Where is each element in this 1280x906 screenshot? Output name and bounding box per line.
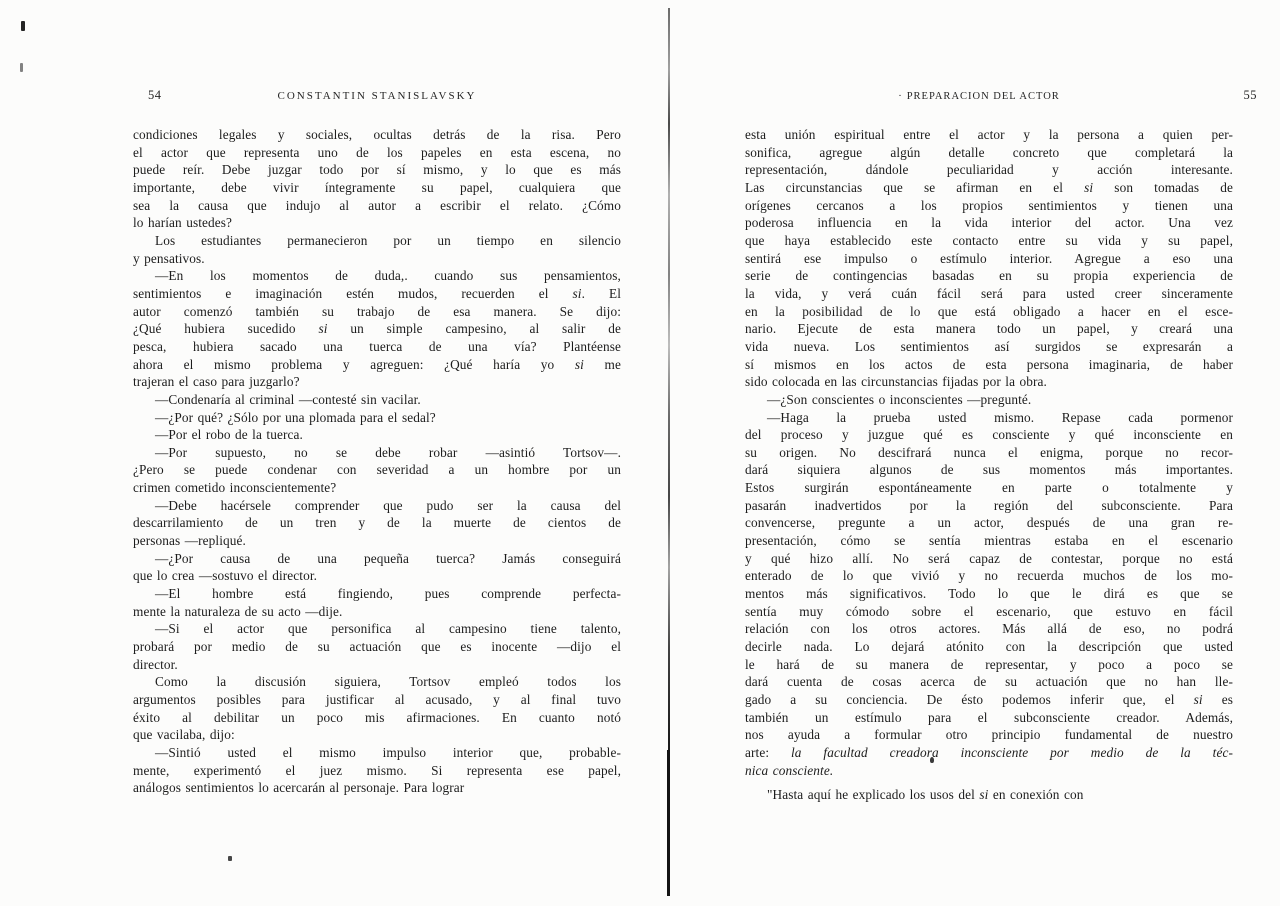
text-line: en la posibilidad de lo que está obligado a hacer en el esce- bbox=[745, 303, 1233, 319]
text-line: —Por el robo de la tuerca. bbox=[155, 427, 303, 443]
left-page-text bbox=[133, 126, 621, 797]
text-line: pesca, hubiera sacado una tuerca de una vía? Plantéense bbox=[133, 338, 621, 354]
text-line: —Debe hacérsele comprender que pudo ser la causa del bbox=[155, 497, 621, 513]
text-line: sentía muy cómodo sobre el escenario, que estuvo en fácil bbox=[745, 603, 1233, 619]
text-line: que vacilaba, dijo: bbox=[133, 727, 235, 743]
text-line: mente, experimentó el juez mismo. Si representa ese papel, bbox=[133, 762, 621, 778]
text-line: que haya establecido este contacto entre su vida y su papel, bbox=[745, 232, 1233, 248]
paragraph bbox=[133, 744, 621, 797]
text-line: condiciones legales y sociales, ocultas detrás de la risa. Pero bbox=[133, 127, 621, 142]
text-line: dará cuenta de cosas acerca de su actuación que no han lle- bbox=[745, 674, 1233, 690]
text-line: representación, dándole peculiaridad y acción interesante. bbox=[745, 162, 1233, 178]
text-line: y pensativos. bbox=[133, 250, 205, 266]
text-line: puede reír. Debe juzgar todo por sí mismo, y lo que es más bbox=[133, 162, 621, 178]
paragraph bbox=[133, 444, 621, 497]
text-line: sí mismos en los actos de esta persona imaginaria, de haber bbox=[745, 356, 1233, 372]
paragraph bbox=[133, 126, 621, 232]
paragraph bbox=[745, 786, 1233, 804]
text-line: sonifica, agregue algún detalle concreto que completará la bbox=[745, 144, 1233, 160]
text-line: el actor que representa uno de los papeles en esta escena, no bbox=[133, 144, 621, 160]
text-line: presentación, cómo se sentía mientras estaba en el escenario bbox=[745, 533, 1233, 549]
paragraph bbox=[133, 620, 621, 673]
left-page-header bbox=[133, 88, 621, 102]
text-line: descarrilamiento de un tren y de la muerte de cientos de bbox=[133, 515, 621, 531]
text-line: sea la causa que indujo al autor a escribir el relato. ¿Cómo bbox=[133, 197, 621, 213]
text-line: nos ayuda a formular otro principio fundamental de nuestro bbox=[745, 727, 1233, 743]
text-line: —El hombre está fingiendo, pues comprende perfecta- bbox=[155, 586, 621, 602]
text-line: sentimientos e imaginación estén mudos, recuerden el si. El bbox=[133, 285, 621, 301]
paragraph bbox=[133, 391, 621, 409]
text-line: —Haga la prueba usted mismo. Repase cada pormenor bbox=[767, 409, 1233, 425]
right-page bbox=[745, 88, 1257, 804]
right-page-text bbox=[745, 126, 1233, 804]
text-line: probará por medio de su actuación que es inocente —dijo el bbox=[133, 639, 621, 655]
ink-speck bbox=[228, 856, 232, 861]
text-line: nica consciente. bbox=[745, 762, 834, 778]
text-line: crimen cometido inconscientemente? bbox=[133, 480, 337, 496]
text-line: sido colocada en las circunstancias fijadas por la obra. bbox=[745, 374, 1047, 390]
text-line: arte: la facultad creadora inconsciente por medio de la téc- bbox=[745, 744, 1233, 760]
text-line: relación con los otros actores. Más allá de eso, no podrá bbox=[745, 621, 1233, 637]
left-page bbox=[133, 88, 621, 797]
text-line: ahora el mismo problema y agreguen: ¿Qué haría yo si me bbox=[133, 356, 621, 372]
page-number-right: 55 bbox=[1243, 88, 1257, 102]
text-line: éxito al debilitar un poco mis afirmaciones. En cuanto notó bbox=[133, 709, 621, 725]
running-title-left: CONSTANTIN STANISLAVSKY bbox=[277, 90, 477, 102]
header-dot-mark: · bbox=[898, 91, 902, 102]
paragraph bbox=[133, 232, 621, 267]
paragraph bbox=[133, 673, 621, 744]
text-line: —Si el actor que personifica al campesino tiene talento, bbox=[155, 621, 621, 637]
paragraph bbox=[133, 409, 621, 427]
text-line: vida nueva. Los sentimientos así surgidos se expresarán a bbox=[745, 338, 1233, 354]
text-line: también un estímulo para el subconsciente creador. Además, bbox=[745, 709, 1233, 725]
scan-artifact bbox=[20, 63, 23, 72]
running-title-text: PREPARACION DEL ACTOR bbox=[906, 91, 1060, 102]
text-line: argumentos posibles para justificar al acusado, y al final tuvo bbox=[133, 692, 621, 707]
text-line: —Condenaría al criminal —contesté sin vacilar. bbox=[155, 391, 421, 407]
text-line: Los estudiantes permanecieron por un tiempo en silencio bbox=[155, 232, 621, 248]
book-spine-shadow bbox=[668, 8, 670, 896]
text-line: decirle nada. Lo dejará atónito con la descripción que usted bbox=[745, 639, 1233, 655]
paragraph bbox=[745, 391, 1233, 409]
text-line: —En los momentos de duda,. cuando sus pensamientos, bbox=[155, 268, 621, 284]
text-line: serie de contingencias basadas en su propia experiencia de bbox=[745, 268, 1233, 284]
text-line: personas —repliqué. bbox=[133, 533, 246, 549]
text-line: enterado de lo que vivió y no recuerda muchos de los mo- bbox=[745, 568, 1233, 584]
paragraph bbox=[133, 497, 621, 550]
text-line: —Por supuesto, no se debe robar —asintió Tortsov—. bbox=[155, 444, 621, 460]
paragraph bbox=[133, 550, 621, 585]
text-line: que lo crea —sostuvo el director. bbox=[133, 568, 318, 584]
text-line: le hará de su manera de representar, y poco a poco se bbox=[745, 656, 1233, 672]
text-line: —¿Por causa de una pequeña tuerca? Jamás conseguirá bbox=[155, 550, 621, 566]
text-line: director. bbox=[133, 656, 178, 672]
text-line: mentos más significativos. Todo lo que le dirá es que se bbox=[745, 586, 1233, 602]
text-line: Como la discusión siguiera, Tortsov empleó todos los bbox=[155, 674, 621, 690]
text-line: gado a su conciencia. De ésto podemos inferir que, el si es bbox=[745, 692, 1233, 707]
text-line: nario. Ejecute de esta manera todo un papel, y creará una bbox=[745, 321, 1233, 337]
text-line: importante, debe vivir íntegramente su papel, cualquiera que bbox=[133, 179, 621, 195]
text-line: —¿Son conscientes o inconscientes —pregunté. bbox=[767, 391, 1032, 407]
text-line: trajeran el caso para juzgarlo? bbox=[133, 374, 300, 390]
text-line: del proceso y juzgue qué es consciente y qué inconsciente en bbox=[745, 427, 1233, 443]
text-line: sentirá ese impulso o estímulo interior. Agregue a eso una bbox=[745, 250, 1233, 266]
paragraph bbox=[133, 426, 621, 444]
text-line: orígenes cercanos a los propios sentimientos y tienen una bbox=[745, 197, 1233, 213]
scan-artifact bbox=[21, 21, 25, 31]
text-line: esta unión espiritual entre el actor y la persona a quien per- bbox=[745, 127, 1233, 142]
text-line: y qué hizo allí. No será capaz de contestar, porque no está bbox=[745, 550, 1233, 566]
text-line: mente la naturaleza de su acto —dije. bbox=[133, 603, 343, 619]
text-line: —Sintió usted el mismo impulso interior que, probable- bbox=[155, 744, 621, 760]
text-line: convencerse, pregunte a un actor, después de una gran re- bbox=[745, 515, 1233, 531]
paragraph bbox=[745, 126, 1233, 391]
text-line: poderosa influencia en la vida interior del actor. Una vez bbox=[745, 215, 1233, 231]
text-line: lo harían ustedes? bbox=[133, 215, 233, 231]
text-line: Estos surgirán espontáneamente en parte o totalmente y bbox=[745, 480, 1233, 496]
text-line: autor comenzó también su trabajo de esa manera. Se dijo: bbox=[133, 303, 621, 319]
text-line: Las circunstancias que se afirman en el si son tomadas de bbox=[745, 179, 1233, 195]
text-line: pasarán inadvertidos por la región del subconsciente. Para bbox=[745, 497, 1233, 513]
right-page-header bbox=[745, 88, 1257, 102]
text-line: la vida, y verá cuán fácil será para usted creer sinceramente bbox=[745, 285, 1233, 301]
running-title-right bbox=[765, 91, 1193, 102]
text-line: —¿Por qué? ¿Sólo por una plomada para el sedal? bbox=[155, 409, 436, 425]
text-line: ¿Pero se puede condenar con severidad a un hombre por un bbox=[133, 462, 621, 478]
paragraph bbox=[133, 267, 621, 391]
text-line: ¿Qué hubiera sucedido si un simple campesino, al salir de bbox=[133, 321, 621, 337]
page-number-left: 54 bbox=[148, 88, 162, 102]
text-line: "Hasta aquí he explicado los usos del si en conexión con bbox=[767, 787, 1084, 803]
paragraph bbox=[745, 409, 1233, 780]
text-line: dará siquiera algunos de sus momentos más importantes. bbox=[745, 462, 1233, 478]
paragraph bbox=[133, 585, 621, 620]
text-line: análogos sentimientos lo acercarán al personaje. Para lograr bbox=[133, 780, 465, 796]
text-line: su origen. No descifrará nunca el enigma, porque no recor- bbox=[745, 444, 1233, 460]
